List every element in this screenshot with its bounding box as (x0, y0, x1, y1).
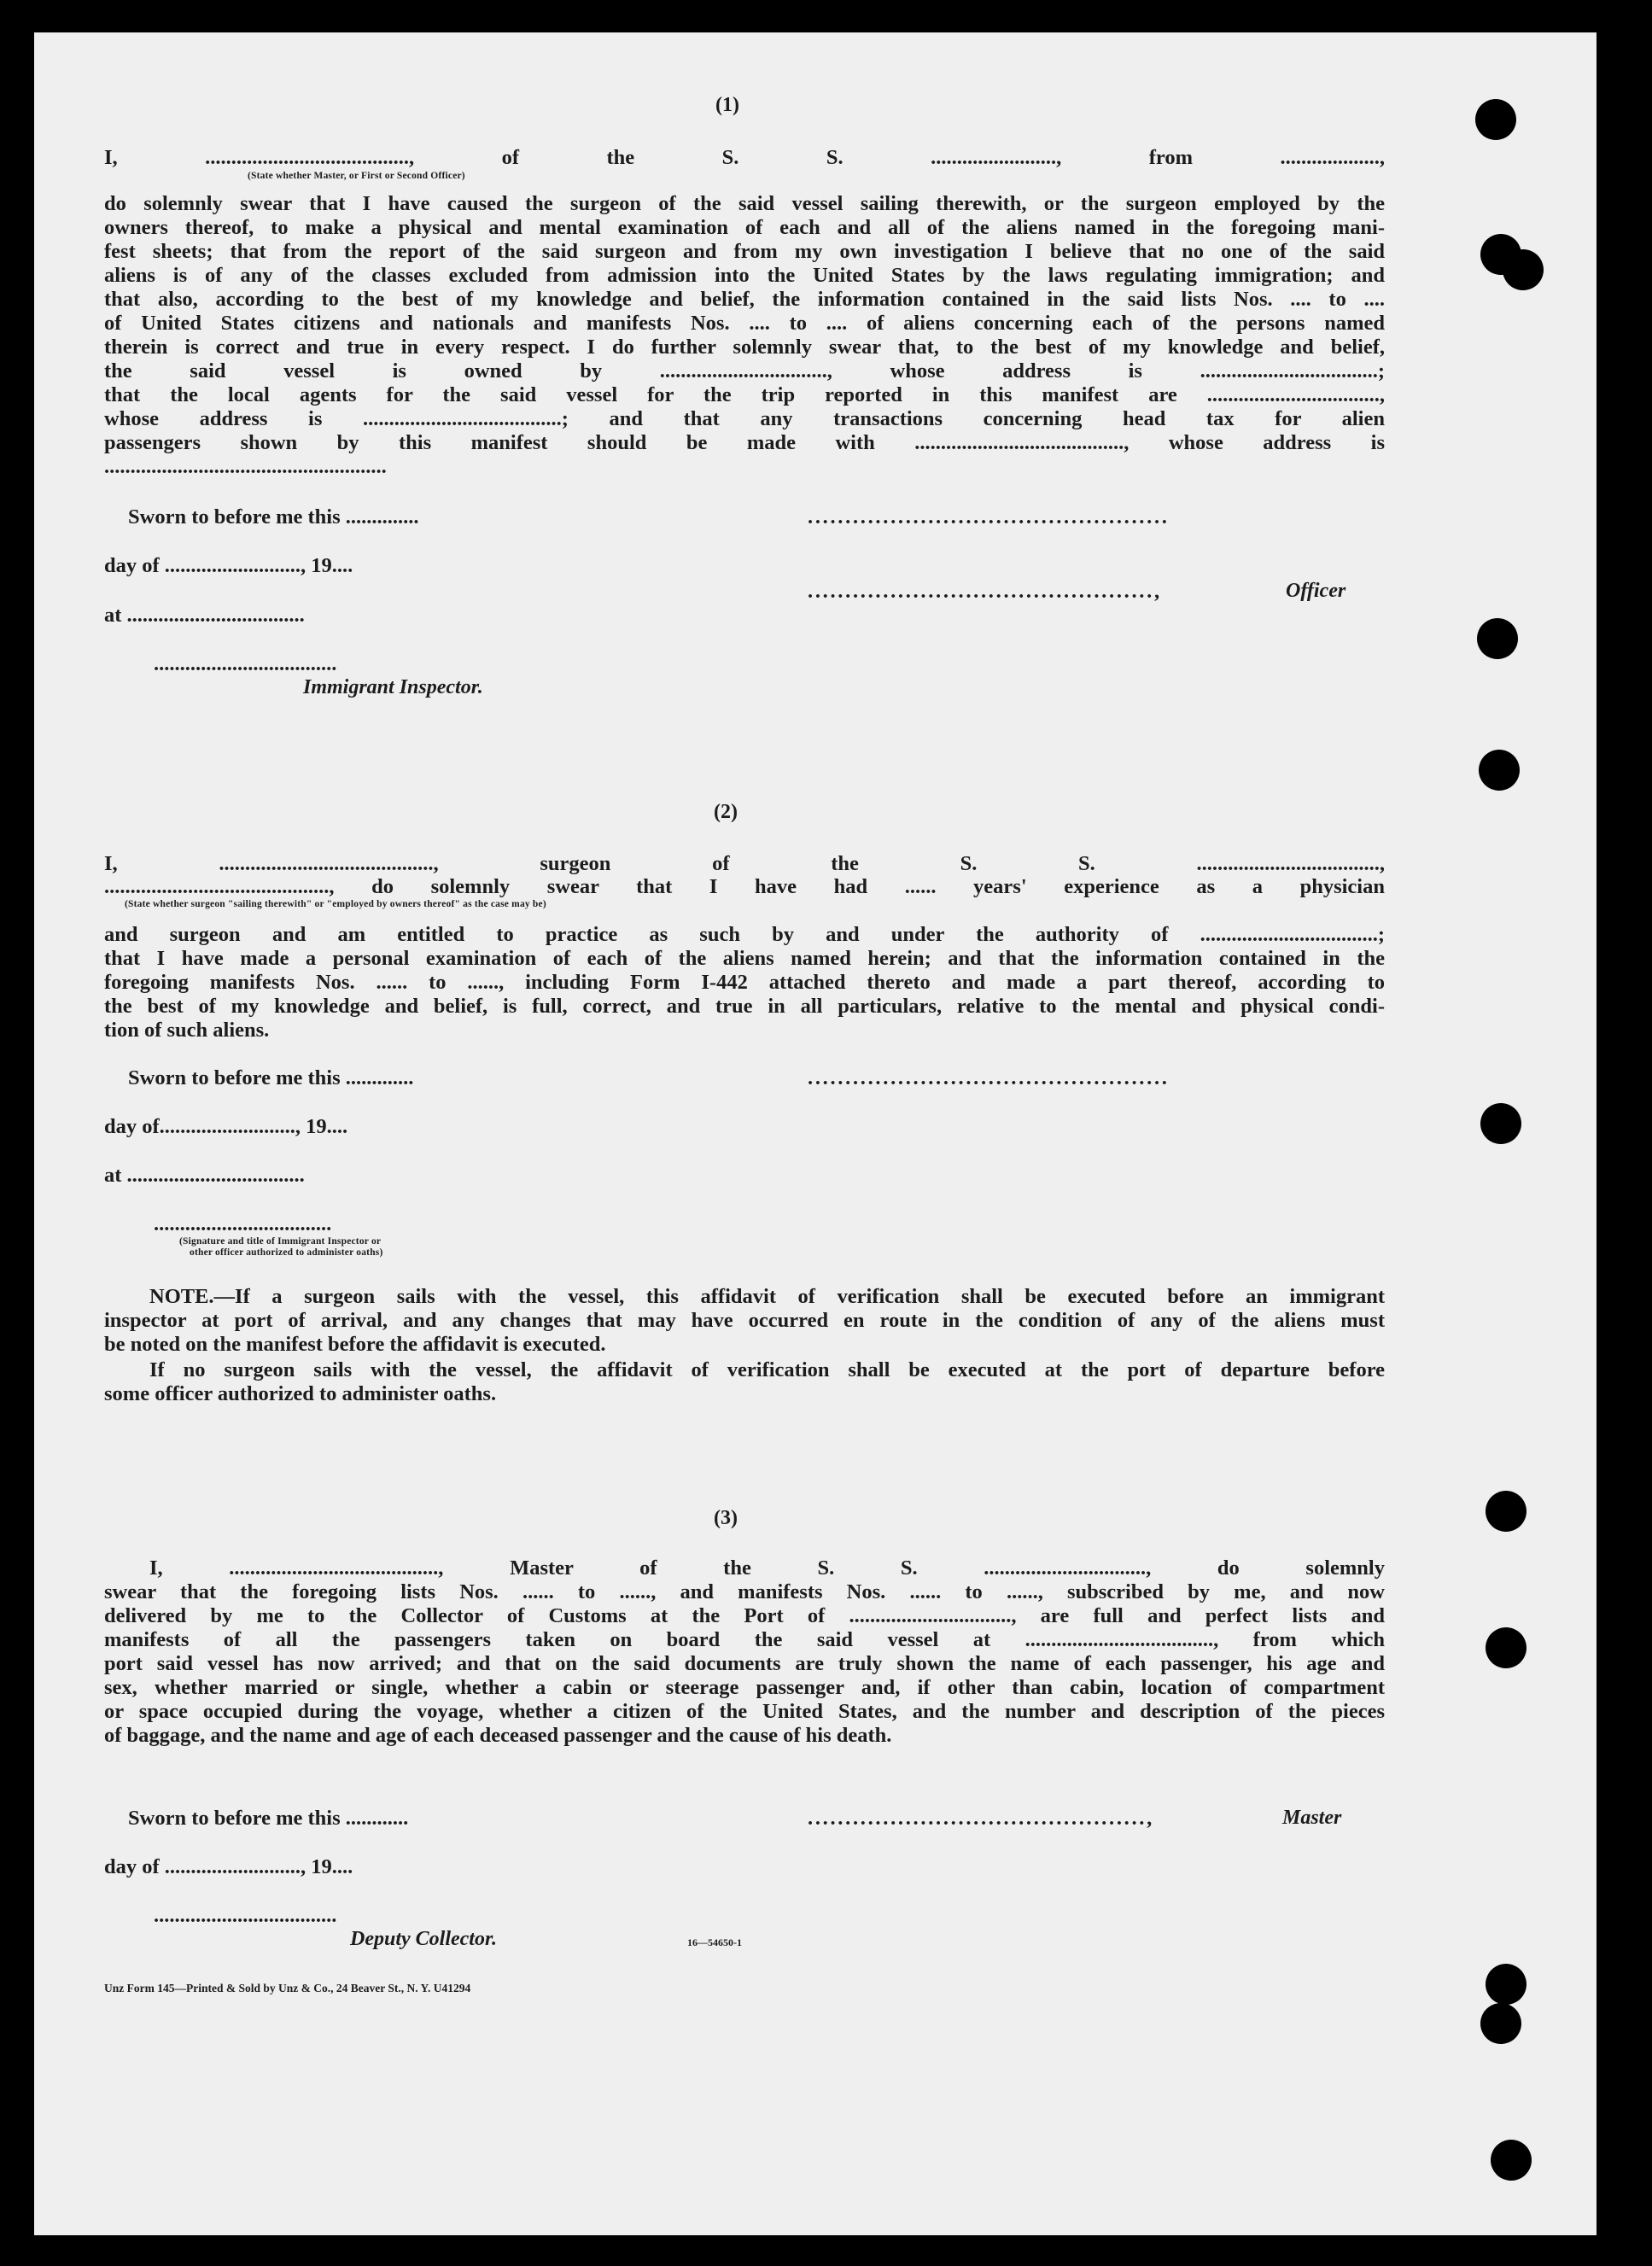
section-number: (3) (714, 1507, 738, 1529)
officer-signature-line: .............................................., (808, 580, 1162, 603)
oath-line: that also, according to the best of my knowledge and belief, the information contained in the said lists Nos. .... to .... (104, 288, 1385, 311)
note-line: NOTE.—If a surgeon sails with the vessel, this affidavit of verification shall be executed before an immigrant (149, 1285, 1385, 1308)
oath-line: owners thereof, to make a physical and mental examination of each and all of the aliens named in the foregoing mani- (104, 216, 1385, 239)
master-label: Master (1282, 1807, 1342, 1829)
day-of-line: day of.........................., 19.... (104, 1115, 348, 1138)
inspector-label: Immigrant Inspector. (303, 676, 483, 698)
oath-line: fest sheets; that from the report of the said surgeon and from my own investigation I believe that no one of the said (104, 240, 1385, 263)
note-line: inspector at port of arrival, and any changes that may have occurred en route in the condition of any of the aliens must (104, 1309, 1385, 1332)
note-line: some officer authorized to administer oaths. (104, 1382, 497, 1405)
oath-line: tion of such aliens. (104, 1019, 270, 1042)
oath-line: of baggage, and the name and age of each deceased passenger and the cause of his death. (104, 1724, 892, 1747)
note-line: If no surgeon sails with the vessel, the affidavit of verification shall be executed at the port of departure before (149, 1358, 1385, 1381)
signature-caption: other officer authorized to administer oaths) (190, 1247, 383, 1258)
oath-line: I, ........................................, Master of the S. S. ..............................., do solemnly (149, 1556, 1385, 1580)
field-caption: (State whether surgeon "sailing therewith" or "employed by owners thereof" as the case may be) (125, 899, 546, 909)
oath-line: passengers shown by this manifest should be made with ........................................, whose address is (104, 431, 1385, 454)
oath-line: manifests of all the passengers taken on board the said vessel at ...................................., from which (104, 1628, 1385, 1651)
oath-line: foregoing manifests Nos. ...... to ......, including Form I-442 attached thereto and made a part thereof, according to (104, 971, 1385, 994)
oath-line: swear that the foregoing lists Nos. ...... to ......, and manifests Nos. ...... to ......, subscribed by me, and now (104, 1580, 1385, 1603)
oath-line: ..........................................., do solemnly swear that I have had ...... years' experience as a physician (104, 875, 1385, 898)
at-line: at .................................. (104, 604, 305, 627)
oath-line: the best of my knowledge and belief, is full, correct, and true in all particulars, relative to the mental and physical condi- (104, 995, 1385, 1018)
oath-line: of United States citizens and nationals and manifests Nos. .... to .... of aliens concerning each of the persons named (104, 312, 1385, 335)
oath-line: ...................................................... (104, 455, 387, 478)
signature-line: ................................................ (808, 505, 1170, 529)
inspector-signature-line: ................................... (154, 652, 337, 675)
inspector-signature-line: .................................. (154, 1212, 332, 1235)
day-of-line: day of .........................., 19.... (104, 1855, 353, 1878)
collector-signature-line: ................................... (154, 1904, 337, 1927)
signature-caption: (Signature and title of Immigrant Inspector or (179, 1236, 382, 1247)
surgeon-signature-line: ................................................ (808, 1066, 1170, 1089)
oath-line: delivered by me to the Collector of Customs at the Port of ..............................., are full and perfect lists and (104, 1604, 1385, 1627)
oath-line: that the local agents for the said vessel for the trip reported in this manifest are ................................., (104, 383, 1385, 406)
oath-line: port said vessel has now arrived; and that on the said documents are truly shown the name of each passenger, his age and (104, 1652, 1385, 1675)
sworn-line: Sworn to before me this ............ (128, 1807, 409, 1830)
oath-line: do solemnly swear that I have caused the surgeon of the said vessel sailing therewith, or the surgeon employed by the (104, 192, 1385, 215)
oath-line: the said vessel is owned by ................................, whose address is ..................................; (104, 359, 1385, 383)
oath-line: therein is correct and true in every respect. I do further solemnly swear that, to the best of my knowledge and belief, (104, 336, 1385, 359)
oath-line: whose address is ......................................; and that any transactions concerning head tax for alien (104, 407, 1385, 430)
oath-line: that I have made a personal examination of each of the aliens named herein; and that the information contained in the (104, 947, 1385, 970)
section-number: (1) (715, 94, 739, 116)
oath-line: and surgeon and am entitled to practice as such by and under the authority of ..................................; (104, 923, 1385, 946)
oath-line: I, ......................................., of the S. S. ........................, from ..................., (104, 146, 1385, 169)
master-signature-line: ............................................., (808, 1807, 1154, 1830)
section-3 (34, 32, 1597, 2235)
form-number: 16—54650-1 (687, 1936, 742, 1948)
day-of-line: day of .........................., 19.... (104, 554, 353, 577)
field-caption: (State whether Master, or First or Second Officer) (248, 171, 465, 181)
officer-label: Officer (1286, 580, 1346, 602)
sworn-line: Sworn to before me this ............. (128, 1066, 414, 1089)
oath-line: aliens is of any of the classes excluded from admission into the United States by the laws regulating immigration; and (104, 264, 1385, 287)
sworn-line: Sworn to before me this .............. (128, 505, 419, 529)
oath-line: sex, whether married or single, whether a cabin or steerage passenger and, if other than cabin, location of compartment (104, 1676, 1385, 1699)
collector-label: Deputy Collector. (350, 1928, 497, 1950)
oath-line: or space occupied during the voyage, whether a citizen of the United States, and the number and description of the pieces (104, 1700, 1385, 1723)
form-sheet (34, 32, 1597, 2235)
section-number: (2) (714, 801, 738, 823)
oath-line: I, ........................................., surgeon of the S. S. ..................................., (104, 852, 1385, 875)
at-line: at .................................. (104, 1164, 305, 1187)
printer-footer: Unz Form 145—Printed & Sold by Unz & Co., 24 Beaver St., N. Y. U41294 (104, 1982, 471, 1994)
note-line: be noted on the manifest before the affidavit is executed. (104, 1333, 606, 1356)
